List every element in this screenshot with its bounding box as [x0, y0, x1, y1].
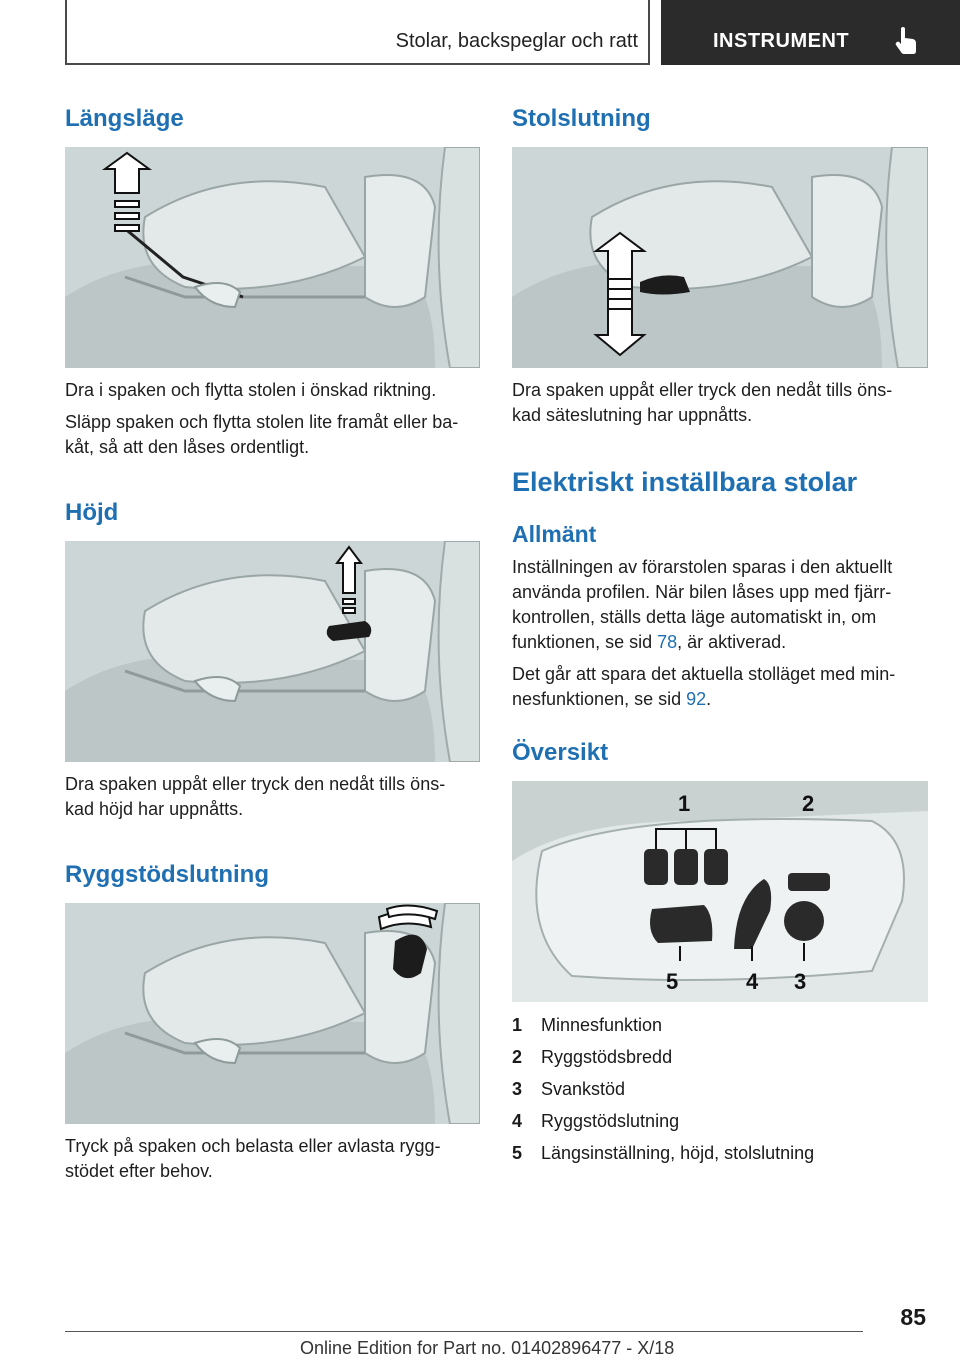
figure-seat-height [65, 541, 480, 762]
legend-number: 3 [512, 1079, 523, 1099]
paragraph: Tryck på spaken och belasta eller avlasta rygg- [65, 1136, 441, 1156]
paragraph: Dra spaken uppåt eller tryck den nedåt tills öns- [65, 774, 446, 794]
heading-oversikt: Översikt [512, 739, 609, 766]
footer-rule [65, 1331, 863, 1332]
figure-seat-backrest [65, 903, 480, 1124]
page-link-92[interactable]: 92 [686, 689, 707, 709]
legend-number: 1 [512, 1015, 523, 1035]
header-rule-right [648, 0, 650, 65]
paragraph: Släpp spaken och flytta stolen lite framåt eller ba- [65, 412, 459, 432]
heading-hojd: Höjd [65, 499, 119, 526]
heading-elektriskt-installbara-stolar: Elektriskt inställbara stolar [512, 467, 858, 497]
header-rule-bottom [65, 63, 650, 65]
paragraph: använda profilen. När bilen låses upp med fjärr- [512, 582, 892, 602]
paragraph: nesfunktionen, se sid 92. [512, 689, 712, 709]
paragraph: Dra spaken uppåt eller tryck den nedåt tills öns- [512, 380, 893, 400]
figure-label-1: 1 [678, 791, 691, 816]
figure-label-2: 2 [802, 791, 815, 816]
legend-text: Längsinställning, höjd, stolslutning [541, 1143, 815, 1163]
header-rule-left [65, 0, 67, 65]
legend-number: 4 [512, 1111, 523, 1131]
figure-seat-longitudinal [65, 147, 480, 368]
legend-item [512, 1140, 928, 1172]
paragraph: funktionen, se sid 78, är aktiverad. [512, 632, 787, 652]
section-tab-label: INSTRUMENT [713, 30, 850, 52]
edition-note: Online Edition for Part no. 01402896477 - X/18 [300, 1338, 675, 1358]
legend-list [512, 1012, 928, 1172]
paragraph: kad säteslutning har uppnåtts. [512, 405, 753, 425]
heading-stolslutning: Stolslutning [512, 105, 651, 132]
legend-item [512, 1076, 928, 1108]
figure-label-4: 4 [746, 969, 759, 994]
heading-ryggstodslutning: Ryggstödslutning [65, 861, 269, 888]
section-tab[interactable] [661, 0, 960, 65]
figure-seat-controls [512, 781, 928, 1002]
figure-label-3: 3 [794, 969, 807, 994]
legend-number: 2 [512, 1047, 523, 1067]
legend-item [512, 1108, 928, 1140]
legend-text: Svankstöd [541, 1079, 626, 1099]
paragraph: stödet efter behov. [65, 1161, 213, 1181]
legend-text: Ryggstödsbredd [541, 1047, 673, 1067]
paragraph: Dra i spaken och flytta stolen i önskad riktning. [65, 380, 437, 400]
legend-text: Ryggstödslutning [541, 1111, 680, 1131]
chapter-title: Stolar, backspeglar och ratt [395, 30, 638, 52]
page-link-78[interactable]: 78 [657, 632, 678, 652]
figure-seat-tilt [512, 147, 928, 368]
legend-number: 5 [512, 1143, 523, 1163]
paragraph: Inställningen av förarstolen sparas i den aktuellt [512, 557, 893, 577]
paragraph: kåt, så att den låses ordentligt. [65, 437, 310, 457]
paragraph: kontrollen, ställs detta läge automatiskt in, om [512, 607, 877, 627]
legend-item [512, 1044, 928, 1076]
figure-label-5: 5 [666, 969, 679, 994]
paragraph: kad höjd har uppnåtts. [65, 799, 244, 819]
heading-langslage: Längsläge [65, 105, 184, 132]
legend-item [512, 1012, 928, 1044]
pointing-hand-icon [893, 25, 919, 55]
legend-text: Minnesfunktion [541, 1015, 663, 1035]
page-number: 85 [900, 1304, 926, 1330]
paragraph: Det går att spara det aktuella stolläget med min- [512, 664, 896, 684]
subheading-allmant: Allmänt [512, 521, 597, 547]
